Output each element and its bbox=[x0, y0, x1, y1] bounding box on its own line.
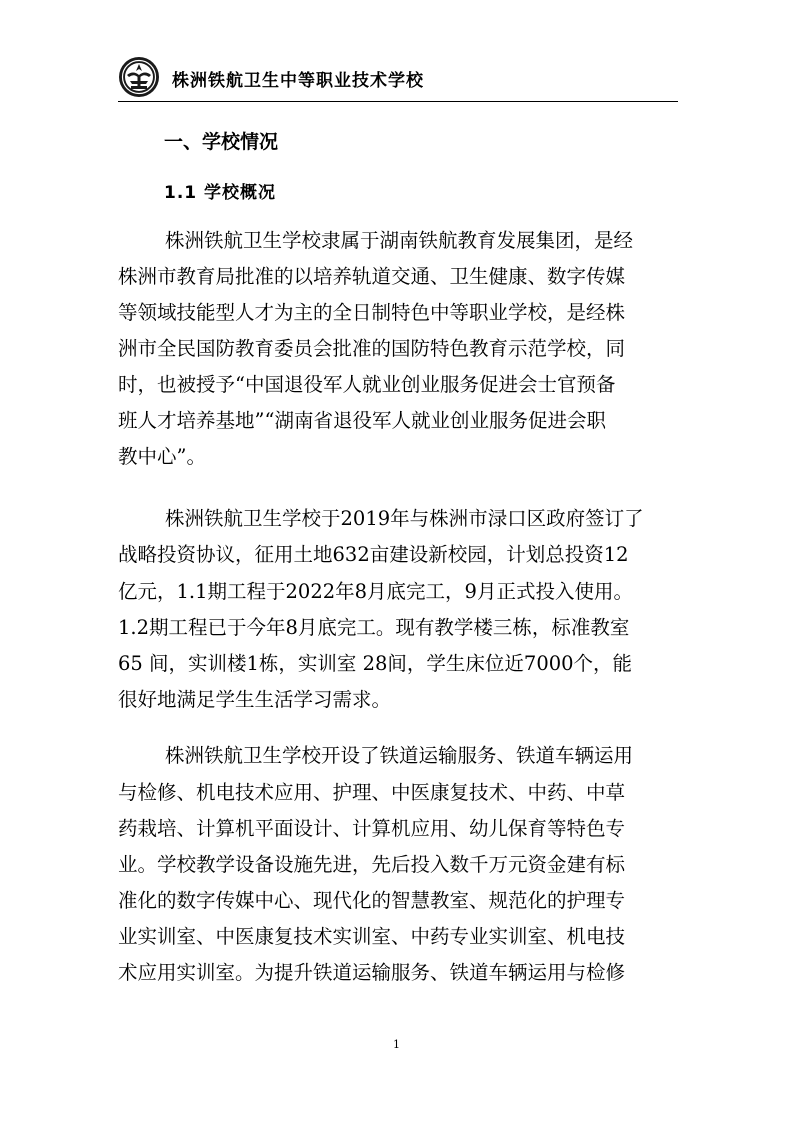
header-divider bbox=[118, 101, 678, 102]
paragraph-line: 战略投资协议，征用土地632亩建设新校园，计划总投资12 bbox=[118, 543, 629, 566]
school-name: 株洲铁航卫生中等职业技术学校 bbox=[172, 71, 424, 91]
paragraph-line: 等领域技能型人才为主的全日制特色中等职业学校，是经株 bbox=[118, 301, 626, 324]
paragraph-line: 65 间，实训楼1栋，实训室 28间，学生床位近7000个，能 bbox=[118, 652, 633, 675]
paragraph-line: 株洲铁航卫生学校开设了铁道运输服务、铁道车辆运用 bbox=[165, 744, 634, 767]
paragraph-line: 药栽培、计算机平面设计、计算机应用、幼儿保育等特色专 bbox=[118, 817, 626, 840]
paragraph-line: 亿元，1.1期工程于2022年8月底完工，9月正式投入使用。 bbox=[118, 580, 633, 603]
paragraph-line: 株洲铁航卫生学校于2019年与株洲市渌口区政府签订了 bbox=[165, 507, 644, 530]
paragraph-line: 业。学校教学设备设施先进，先后投入数千万元资金建有标 bbox=[118, 853, 626, 876]
paragraph-line: 洲市全民国防教育委员会批准的国防特色教育示范学校，同 bbox=[118, 337, 626, 360]
section-subheading: 1.1 学校概况 bbox=[164, 183, 277, 203]
school-logo bbox=[118, 56, 160, 98]
paragraph-line: 班人才培养基地”“湖南省退役军人就业创业服务促进会职 bbox=[118, 409, 606, 432]
paragraph-line: 株洲铁航卫生学校隶属于湖南铁航教育发展集团，是经 bbox=[165, 229, 634, 252]
paragraph-line: 时，也被授予“中国退役军人就业创业服务促进会士官预备 bbox=[118, 373, 616, 396]
paragraph-line: 准化的数字传媒中心、现代化的智慧教室、规范化的护理专 bbox=[118, 889, 626, 912]
paragraph-line: 与检修、机电技术应用、护理、中医康复技术、中药、中草 bbox=[118, 781, 626, 804]
section-heading: 一、学校情况 bbox=[164, 131, 279, 153]
paragraph-line: 术应用实训室。为提升铁道运输服务、铁道车辆运用与检修 bbox=[118, 961, 626, 984]
page-header bbox=[118, 56, 678, 100]
paragraph-line: 教中心”。 bbox=[118, 445, 206, 468]
paragraph-line: 株洲市教育局批准的以培养轨道交通、卫生健康、数字传媒 bbox=[118, 265, 626, 288]
paragraph-line: 业实训室、中医康复技术实训室、中药专业实训室、机电技 bbox=[118, 925, 626, 948]
page-number: 1 bbox=[393, 1038, 400, 1051]
paragraph-line: 1.2期工程已于今年8月底完工。现有教学楼三栋，标准教室 bbox=[118, 616, 630, 639]
paragraph-line: 很好地满足学生生活学习需求。 bbox=[118, 688, 392, 711]
